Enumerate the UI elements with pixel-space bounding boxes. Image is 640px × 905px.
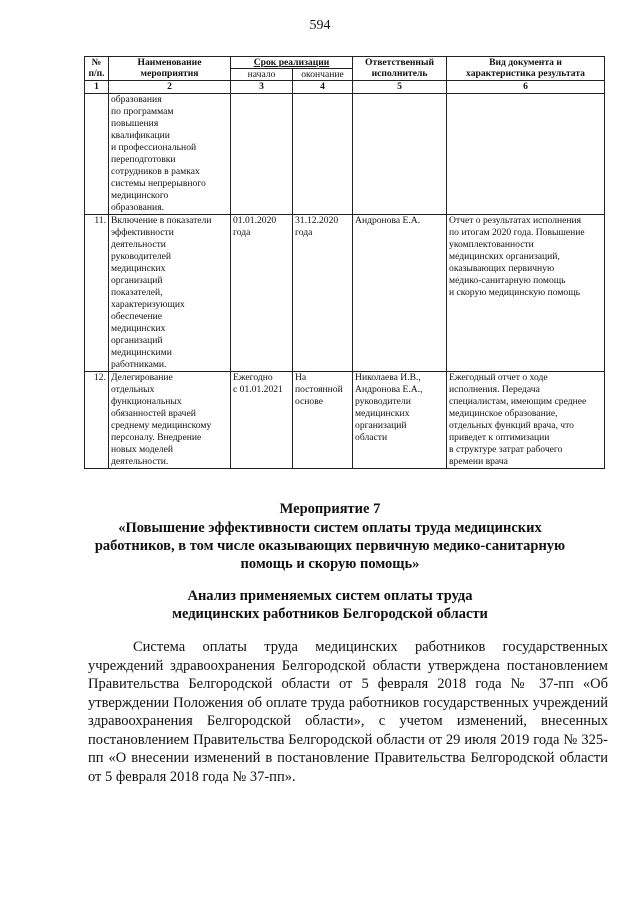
col-number: 3 [231,81,293,94]
header-start: начало [231,69,293,81]
row-start: 01.01.2020 года [231,215,293,372]
analysis-heading-line-2: медицинских работников Белгородской области [172,606,488,622]
row-num: 11. [85,215,109,372]
row-name: образования по программам повышения квалификации и профессиональной переподготовки сотрудников в рамках системы непрерывного медицинского образования. [109,94,231,215]
col-number: 6 [447,81,605,94]
column-numbers-row [85,81,605,94]
row-responsible: Андронова Е.А. [353,215,447,372]
section-subtitle-line-2: работников, в том числе оказывающих первичную медико-санитарную [94,538,566,554]
row-responsible: Николаева И.В., Андронова Е.А., руководители медицинских организаций области [353,372,447,469]
table-row [85,372,605,469]
row-end: 31.12.2020 года [293,215,353,372]
col-number: 2 [109,81,231,94]
header-result: Вид документа и характеристика результата [447,57,605,81]
row-start [231,94,293,215]
section-title: Мероприятие 7 [279,501,381,517]
header-name: Наименование мероприятия [109,57,231,81]
body-paragraph [88,638,608,786]
row-result: Отчет о результатах исполнения по итогам 2020 года. Повышение укомплектованности медицинских организаций, оказывающих первичную медико-санитарную помощь и скорую медицинскую помощь [447,215,605,372]
row-num: 12. [85,372,109,469]
page-number: 594 [309,18,331,33]
header-end: окончание [293,69,353,81]
analysis-heading-line-1: Анализ применяемых систем оплаты труда [187,588,473,604]
row-result: Ежегодный отчет о ходе исполнения. Передача специалистам, имеющим среднее медицинское образование, отдельных функций врача, что приведет к оптимизации в структуре затрат рабочего времени врача [447,372,605,469]
row-responsible [353,94,447,215]
header-responsible: Ответственный исполнитель [353,57,447,81]
row-start: Ежегодно с 01.01.2021 [231,372,293,469]
table-row [85,215,605,372]
row-name: Включение в показатели эффективности деятельности руководителей медицинских организаций показателей, характеризующих обеспечение медицинских организаций медицинскими работниками. [109,215,231,372]
row-result [447,94,605,215]
row-name: Делегирование отдельных функциональных обязанностей врачей среднему медицинскому персоналу. Внедрение новых моделей деятельности. [109,372,231,469]
header-num: № п/п. [85,57,109,81]
col-number: 1 [85,81,109,94]
section-subtitle-line-1: «Повышение эффективности систем оплаты труда медицинских [118,520,542,536]
activities-table [84,56,605,469]
row-num [85,94,109,215]
col-number: 5 [353,81,447,94]
table-row [85,94,605,215]
col-number: 4 [293,81,353,94]
body-paragraph-text: Система оплаты труда медицинских работников государственных учреждений здравоохранения Белгородской области утверждена постановлением Правительства Белгородской области от 5 февраля 2018 года № 37-пп «Об утверждении Положения об оплате труда работников государственных учреждений здравоохранения Белгородской области», с учетом изменений, внесенных постановлением Правительства Белгородской области от 29 июля 2019 года № 325-пп «О внесении изменений в постановление Правительства Белгородской области от 5 февраля 2018 года № 37-пп». [88,639,608,785]
header-period: Срок реализации [231,57,353,69]
row-end: На постоянной основе [293,372,353,469]
row-end [293,94,353,215]
table-header-row [85,57,605,69]
section-subtitle-line-3: помощь и скорую помощь» [240,556,420,572]
